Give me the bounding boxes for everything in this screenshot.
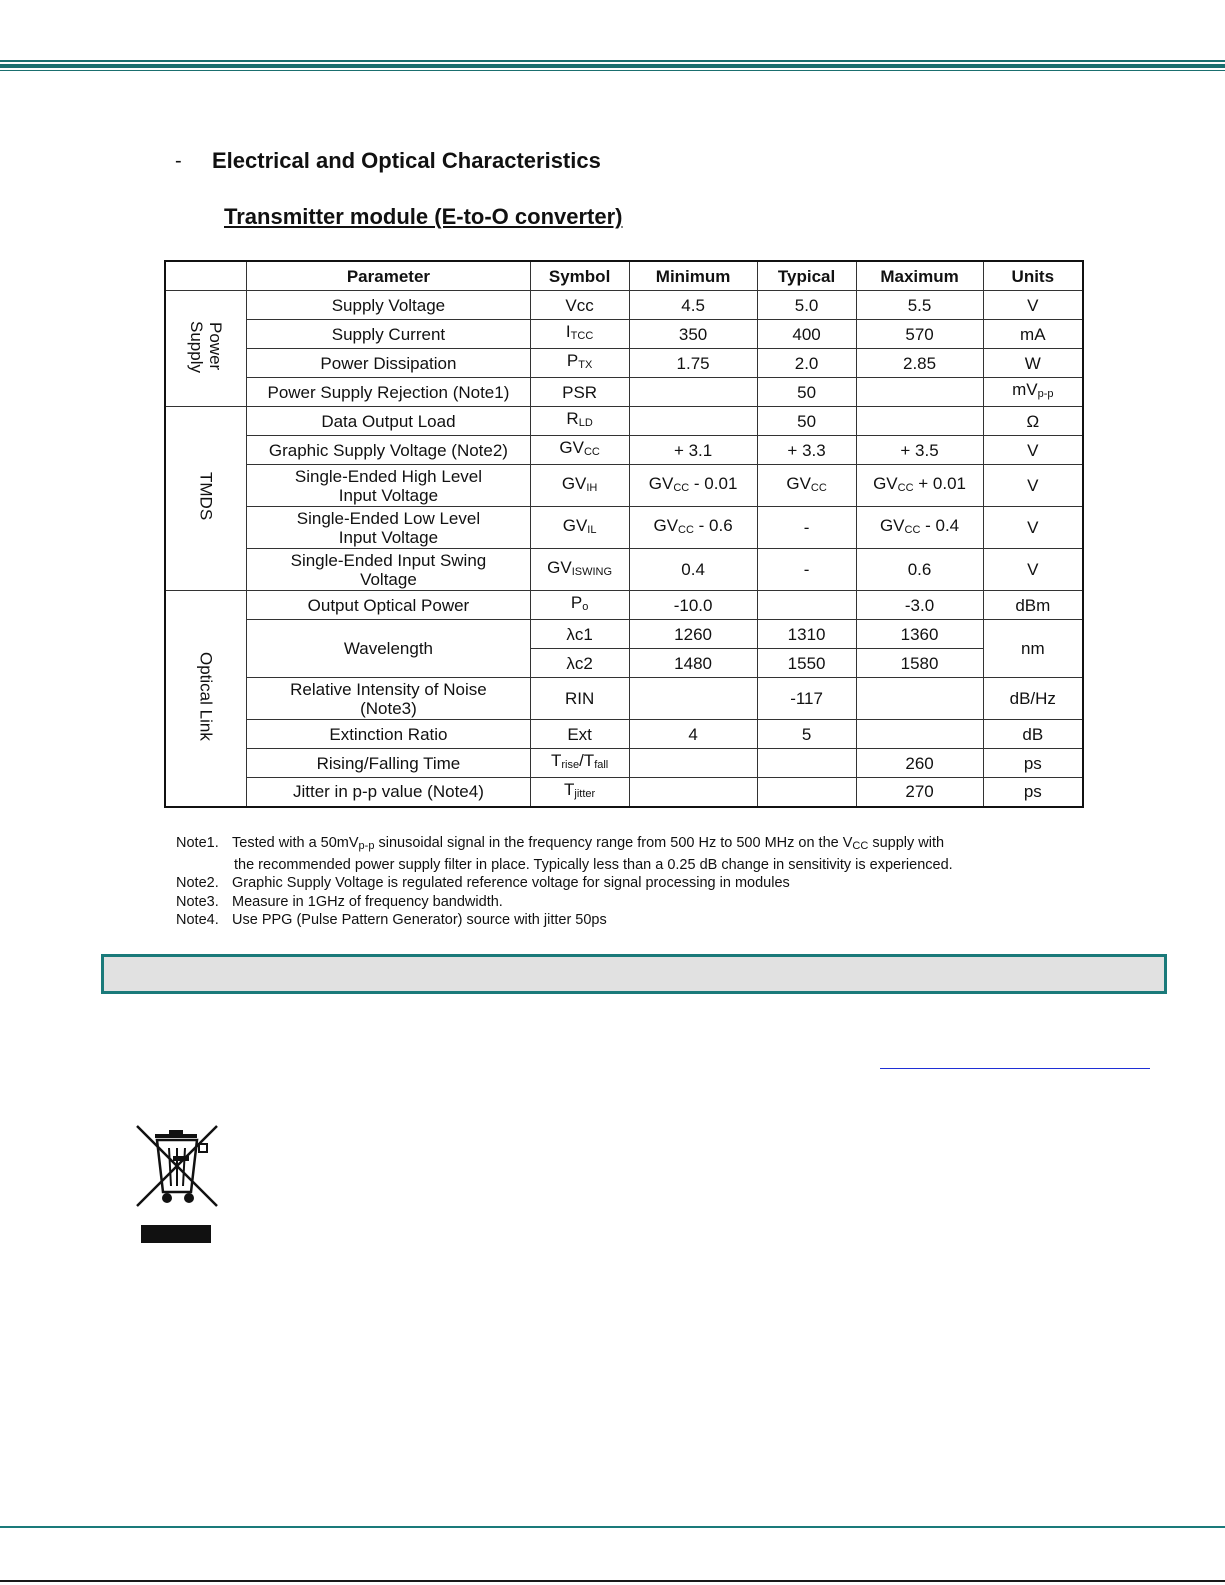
group-optical-link	[165, 591, 247, 807]
typ-cell	[757, 465, 856, 507]
note-text-part: Tested with a 50mV	[232, 835, 359, 851]
param-cell: Jitter in p-p value (Note4)	[247, 778, 530, 807]
param-line-2: Input Voltage	[338, 485, 439, 505]
symbol-sub: ISWING	[571, 565, 613, 578]
min-cell: 0.4	[629, 549, 757, 591]
param-cell	[247, 678, 530, 720]
table-row	[165, 291, 1083, 320]
table-row	[165, 349, 1083, 378]
max-cell: 570	[856, 320, 983, 349]
symbol-cell: Vcc	[530, 291, 629, 320]
param-cell: Supply Voltage	[247, 291, 530, 320]
unit-cell: dB	[983, 720, 1083, 749]
min-text: GV	[648, 473, 674, 493]
param-line-2: Input Voltage	[338, 527, 439, 547]
unit-cell: V	[983, 436, 1083, 465]
symbol-text: GV	[547, 557, 572, 577]
min-cell: 1260	[629, 620, 757, 649]
min-cell: + 3.1	[629, 436, 757, 465]
unit-cell: Ω	[983, 407, 1083, 436]
header-rule-underline	[0, 70, 1225, 71]
param-cell: Data Output Load	[247, 407, 530, 436]
typ-cell: -	[757, 549, 856, 591]
header-minimum: Minimum	[629, 261, 757, 291]
table-row	[165, 407, 1083, 436]
note-text	[232, 834, 944, 856]
spec-table	[164, 260, 1084, 808]
param-line-1: Single-Ended Input Swing	[290, 550, 487, 570]
param-cell: Power Supply Rejection (Note1)	[247, 378, 530, 407]
header-parameter: Parameter	[247, 261, 530, 291]
max-text: GV	[879, 515, 905, 535]
min-text: GV	[653, 515, 679, 535]
header-maximum: Maximum	[856, 261, 983, 291]
symbol-cell	[530, 465, 629, 507]
symbol-cell	[530, 320, 629, 349]
note-key: Note1.	[176, 835, 219, 851]
symbol-sub: IL	[587, 523, 597, 536]
note-2	[176, 874, 1076, 893]
symbol-cell: PSR	[530, 378, 629, 407]
param-line-2: Voltage	[360, 569, 417, 589]
symbol-sub: IH	[586, 481, 598, 494]
min-cell	[629, 749, 757, 778]
note-key: Note3.	[176, 893, 219, 910]
param-line-1: Single-Ended High Level	[294, 466, 482, 486]
header-typical: Typical	[757, 261, 856, 291]
unit-cell: ps	[983, 749, 1083, 778]
symbol-cell	[530, 549, 629, 591]
notes-block	[176, 834, 1076, 930]
unit-cell	[983, 378, 1083, 407]
param-cell: Supply Current	[247, 320, 530, 349]
symbol-cell: λc2	[530, 649, 629, 678]
section-title: Electrical and Optical Characteristics	[212, 148, 601, 173]
symbol-cell: λc1	[530, 620, 629, 649]
max-sub: CC	[904, 523, 921, 536]
table-row	[165, 507, 1083, 549]
unit-cell: nm	[983, 620, 1083, 678]
symbol-sub: rise	[561, 759, 580, 771]
max-cell: 5.5	[856, 291, 983, 320]
max-sub: CC	[897, 481, 914, 494]
table-row	[165, 378, 1083, 407]
note-text: Measure in 1GHz of frequency bandwidth.	[232, 893, 503, 910]
table-row	[165, 720, 1083, 749]
unit-cell: V	[983, 549, 1083, 591]
min-sub: CC	[673, 481, 690, 494]
note-key: Note2.	[176, 875, 219, 891]
note-1	[176, 834, 1076, 856]
table-title: Transmitter module (E-to-O converter)	[224, 204, 623, 229]
max-cell	[856, 407, 983, 436]
max-cell	[856, 507, 983, 549]
table-row	[165, 436, 1083, 465]
hyperlink-underline[interactable]	[880, 1068, 1150, 1069]
min-cell	[629, 778, 757, 807]
param-cell	[247, 549, 530, 591]
group-label: Power Supply	[187, 320, 226, 373]
table-row	[165, 778, 1083, 807]
min-offset: - 0.01	[689, 473, 738, 493]
param-line-1: Single-Ended Low Level	[296, 508, 481, 528]
typ-cell: 50	[757, 407, 856, 436]
param-cell	[247, 507, 530, 549]
unit-cell: ps	[983, 778, 1083, 807]
max-cell: 260	[856, 749, 983, 778]
symbol-text: T	[564, 779, 575, 799]
note-sub: CC	[852, 840, 869, 852]
note-text: Use PPG (Pulse Pattern Generator) source with jitter 50ps	[232, 912, 607, 928]
symbol-sub: CC	[583, 446, 600, 458]
note-sub: p-p	[358, 840, 375, 852]
typ-cell: 400	[757, 320, 856, 349]
footer-rule-dark	[0, 1580, 1225, 1582]
unit-cell: W	[983, 349, 1083, 378]
symbol-sub: jitter	[574, 787, 596, 800]
note-4	[176, 911, 1076, 930]
header-symbol: Symbol	[530, 261, 629, 291]
symbol-sub: TX	[578, 359, 593, 371]
typ-cell	[757, 591, 856, 620]
param-cell: Power Dissipation	[247, 349, 530, 378]
symbol-text: I	[565, 322, 571, 341]
param-cell: Extinction Ratio	[247, 720, 530, 749]
param-cell: Output Optical Power	[247, 591, 530, 620]
table-row	[165, 620, 1083, 649]
header-rule-thick	[0, 64, 1225, 68]
typ-cell: 5	[757, 720, 856, 749]
symbol-cell: RIN	[530, 678, 629, 720]
table-row	[165, 549, 1083, 591]
typ-cell: -	[757, 507, 856, 549]
min-cell	[629, 407, 757, 436]
typ-cell: 1550	[757, 649, 856, 678]
symbol-cell	[530, 749, 629, 778]
symbol-sub: TCC	[570, 330, 594, 342]
symbol-cell	[530, 349, 629, 378]
typ-cell: 1310	[757, 620, 856, 649]
note-text: Graphic Supply Voltage is regulated reference voltage for signal processing in modules	[232, 875, 790, 891]
table-row	[165, 678, 1083, 720]
symbol-cell	[530, 778, 629, 807]
typ-cell: + 3.3	[757, 436, 856, 465]
symbol-cell	[530, 407, 629, 436]
symbol-text: GV	[559, 438, 584, 457]
note-3	[176, 893, 1076, 912]
max-offset: - 0.4	[920, 515, 960, 535]
group-label: TMDS	[196, 472, 216, 521]
note-text-part: sinusoidal signal in the frequency range from 500 Hz to 500 MHz on the V	[374, 835, 853, 851]
symbol-cell	[530, 507, 629, 549]
param-cell: Graphic Supply Voltage (Note2)	[247, 436, 530, 465]
symbol-text: T	[550, 751, 562, 770]
group-label: Optical Link	[196, 651, 216, 741]
max-cell	[856, 678, 983, 720]
typ-cell	[757, 778, 856, 807]
symbol-text: R	[566, 409, 579, 428]
min-cell: 4	[629, 720, 757, 749]
typ-cell: -117	[757, 678, 856, 720]
unit-cell: V	[983, 291, 1083, 320]
max-cell: 1580	[856, 649, 983, 678]
footer-rule	[0, 1526, 1225, 1528]
max-cell: 1360	[856, 620, 983, 649]
typ-sub: CC	[810, 481, 827, 494]
param-line-2: (Note3)	[360, 698, 417, 718]
unit-sub: p-p	[1037, 388, 1054, 400]
header-units: Units	[983, 261, 1083, 291]
min-cell: 1.75	[629, 349, 757, 378]
unit-cell: dBm	[983, 591, 1083, 620]
symbol-cell: Ext	[530, 720, 629, 749]
typ-text: GV	[786, 473, 811, 493]
typ-cell	[757, 749, 856, 778]
typ-cell: 2.0	[757, 349, 856, 378]
symbol-text: GV	[561, 473, 587, 493]
max-cell	[856, 378, 983, 407]
max-cell	[856, 720, 983, 749]
unit-cell: V	[983, 507, 1083, 549]
min-cell	[629, 678, 757, 720]
group-power-supply	[165, 291, 247, 407]
min-cell: 350	[629, 320, 757, 349]
crossed-out-wheelie-bin-icon	[133, 1122, 223, 1244]
typ-cell: 50	[757, 378, 856, 407]
min-cell: 4.5	[629, 291, 757, 320]
min-cell: -10.0	[629, 591, 757, 620]
table-row	[165, 320, 1083, 349]
header-rule-thin	[0, 60, 1225, 62]
max-cell: -3.0	[856, 591, 983, 620]
note-key: Note4.	[176, 912, 219, 928]
symbol-sub: LD	[578, 417, 593, 429]
param-cell	[247, 465, 530, 507]
symbol-sub: o	[582, 601, 589, 613]
table-row	[165, 465, 1083, 507]
unit-cell: mA	[983, 320, 1083, 349]
min-sub: CC	[678, 523, 694, 536]
max-text: GV	[873, 473, 898, 493]
min-cell	[629, 507, 757, 549]
param-cell: Rising/Falling Time	[247, 749, 530, 778]
max-offset: + 0.01	[913, 473, 966, 493]
unit-text: mV	[1012, 380, 1038, 399]
note-1-continuation: the recommended power supply filter in place. Typically less than a 0.25 dB change in sensitivity is experienced.	[234, 856, 953, 873]
symbol-text: P	[570, 593, 583, 612]
max-cell: + 3.5	[856, 436, 983, 465]
section-bullet: -	[175, 150, 182, 172]
symbol-text: GV	[562, 515, 588, 535]
table-row	[165, 749, 1083, 778]
symbol-text: P	[566, 351, 579, 370]
symbol-cell	[530, 436, 629, 465]
min-cell	[629, 378, 757, 407]
max-cell: 0.6	[856, 549, 983, 591]
symbol-sub-2: fall	[594, 759, 609, 771]
min-cell	[629, 465, 757, 507]
max-cell	[856, 465, 983, 507]
header-group	[165, 261, 247, 291]
table-header-row	[165, 261, 1083, 291]
group-tmds	[165, 407, 247, 591]
param-line-1: Relative Intensity of Noise	[290, 679, 487, 699]
section-heading-box	[101, 954, 1167, 994]
unit-cell: V	[983, 465, 1083, 507]
symbol-cell	[530, 591, 629, 620]
max-cell: 270	[856, 778, 983, 807]
min-cell: 1480	[629, 649, 757, 678]
param-cell: Wavelength	[247, 620, 530, 678]
typ-cell: 5.0	[757, 291, 856, 320]
unit-cell: dB/Hz	[983, 678, 1083, 720]
symbol-text-2: /T	[579, 751, 595, 770]
max-cell: 2.85	[856, 349, 983, 378]
note-text-part: supply with	[868, 835, 945, 851]
min-offset: - 0.6	[693, 515, 733, 535]
table-row	[165, 591, 1083, 620]
